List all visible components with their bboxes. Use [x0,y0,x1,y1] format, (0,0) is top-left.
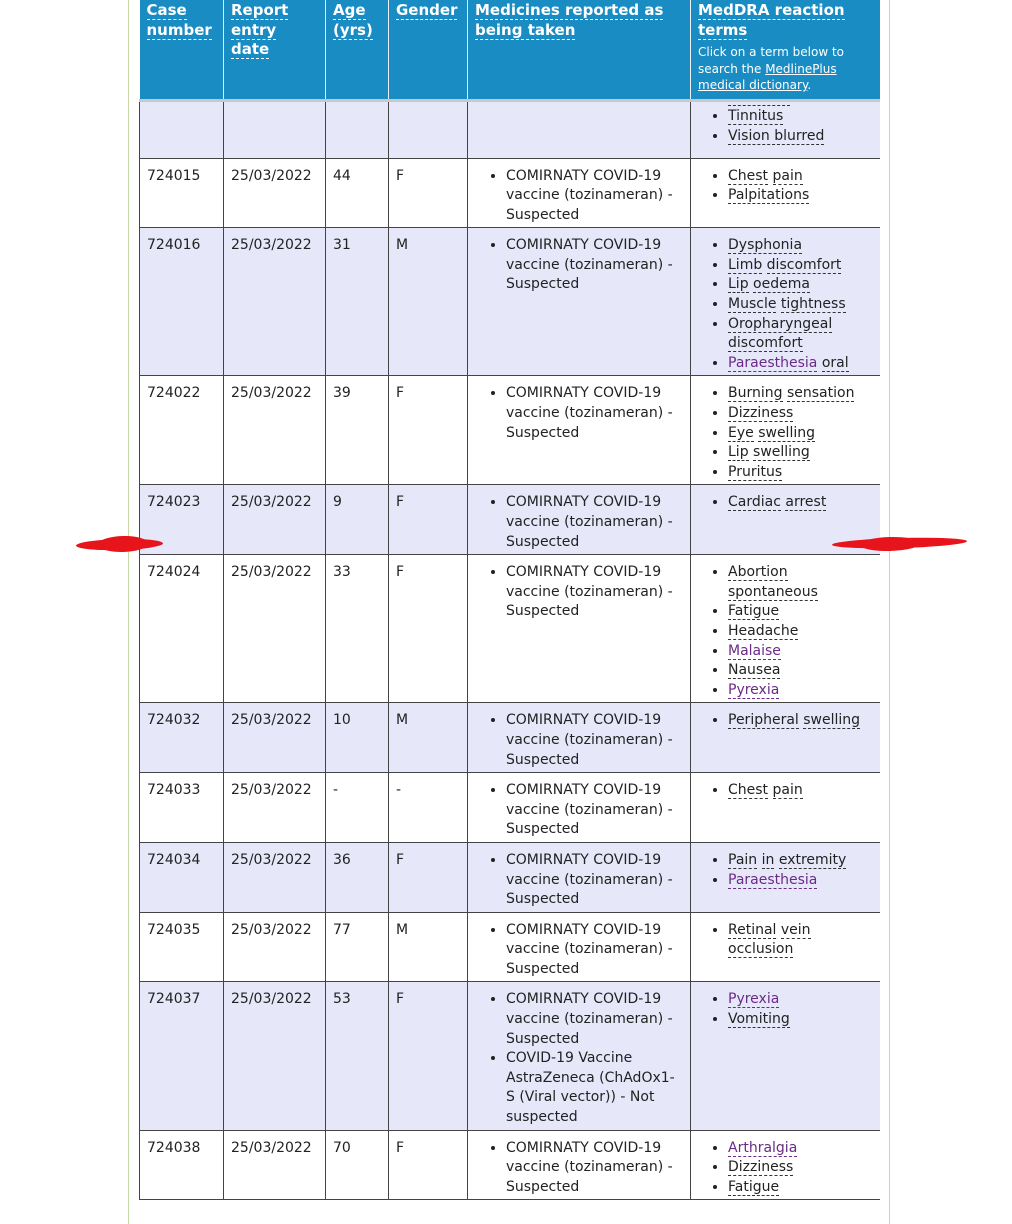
reaction-item [728,711,873,731]
case-number-cell: 724033 [140,773,224,843]
report-date-cell: 25/03/2022 [224,912,326,982]
table-header-row [140,0,881,100]
sort-medicines-link[interactable]: Medicines reported as being taken [475,1,664,39]
reaction-item [728,256,873,276]
reaction-term-link[interactable]: Fatigue [728,1178,780,1195]
reaction-term-link[interactable]: Headache [728,622,799,639]
medicines-cell [468,485,691,555]
medicine-item: • COMIRNATY COVID-19 vaccine (tozinameran) - Suspected [506,781,683,840]
medicines-list [475,781,683,840]
reaction-term-link[interactable]: swelling [758,424,815,441]
reaction-term-link[interactable]: Nausea [728,662,781,679]
gender-cell: F [389,376,468,485]
reaction-term-link[interactable]: sensation [786,385,855,402]
medicine-item: • COMIRNATY COVID-19 vaccine (tozinameran) - Suspected [506,493,683,552]
medicine-item: • COVID-19 Vaccine AstraZeneca (ChAdOx1-S (Viral vector)) - Not suspected [506,1049,683,1127]
reaction-item [728,424,873,444]
reaction-term-link[interactable]: Dysphonia [728,237,803,254]
reaction-term-link[interactable]: pain [772,167,803,184]
reaction-term-link[interactable]: Pruritus [728,463,783,480]
gender-cell: F [389,158,468,228]
reaction-item [728,1178,873,1198]
reaction-item [728,1139,873,1159]
case-number-cell [140,100,224,158]
reaction-list [698,493,873,513]
table-row [140,773,881,843]
reaction-term-link[interactable]: Paraesthesia [728,871,818,888]
reaction-item [728,463,873,483]
red-annotation-mark-right-blob [860,536,920,552]
reactions-cell [691,912,881,982]
reaction-term-link[interactable]: vein [780,921,811,938]
reaction-item [728,602,873,622]
medicine-item: • COMIRNATY COVID-19 vaccine (tozinameran) - Suspected [506,236,683,295]
medicines-cell [468,100,691,158]
sort-report-date-link[interactable]: Report entry date [231,1,289,58]
medicine-item: • COMIRNATY COVID-19 vaccine (tozinameran) - Suspected [506,711,683,770]
reaction-list [698,711,873,731]
gender-cell: F [389,842,468,912]
medicines-cell [468,376,691,485]
reaction-term-link[interactable]: Abortion [728,564,788,581]
reaction-term-link[interactable]: Arthralgia [728,1139,798,1156]
reaction-term-link[interactable]: swelling [753,444,810,461]
reaction-term-link[interactable]: swelling [803,712,861,729]
reaction-item [728,295,873,315]
sort-case-number-link[interactable]: Case number [146,1,212,39]
reaction-item [728,354,873,374]
reactions-cell [691,376,881,485]
medicines-cell [468,773,691,843]
medicines-cell [468,842,691,912]
reaction-term-link[interactable]: Pain [728,851,758,868]
table-row [140,982,881,1130]
medicines-list [475,384,683,443]
medicines-list [475,1139,683,1198]
reaction-item [728,871,873,891]
reaction-item [728,236,873,256]
age-cell: 10 [326,703,389,773]
medicines-list [475,851,683,910]
reaction-list [698,563,873,700]
table-row [140,555,881,703]
medlineplus-link[interactable]: MedlinePlus medical dictionary [698,61,837,92]
reaction-term-link[interactable]: arrest [785,494,827,511]
reaction-term-link[interactable]: Paraesthesia [728,354,818,371]
medicine-item: • COMIRNATY COVID-19 vaccine (tozinameran) - Suspected [506,167,683,226]
report-date-cell: 25/03/2022 [224,773,326,843]
age-cell: 9 [326,485,389,555]
reaction-term-link[interactable]: Vomiting [728,1011,790,1028]
age-cell: 39 [326,376,389,485]
reaction-term-link[interactable]: extremity [778,851,847,868]
reaction-term-link[interactable]: Palpitations [728,187,810,204]
reaction-term-link[interactable]: Limb [728,256,763,273]
adverse-reaction-table [139,0,880,1200]
table-row [140,1130,881,1200]
gender-cell: M [389,703,468,773]
medicines-cell [468,555,691,703]
reaction-item [728,127,873,147]
meddra-note-period: . [807,78,812,92]
case-number-cell: 724016 [140,228,224,376]
age-cell: 70 [326,1130,389,1200]
gender-cell: M [389,912,468,982]
medicines-cell [468,1130,691,1200]
medicine-item: • COMIRNATY COVID-19 vaccine (tozinameran) - Suspected [506,851,683,910]
case-number-cell: 724038 [140,1130,224,1200]
medicine-item: • COMIRNATY COVID-19 vaccine (tozinameran) - Suspected [506,921,683,980]
reactions-cell [691,703,881,773]
reaction-item [728,167,873,187]
report-date-cell: 25/03/2022 [224,982,326,1130]
reaction-term-link[interactable]: occlusion [728,941,794,958]
header-report-entry-date[interactable] [224,0,326,100]
table-row [140,100,881,158]
table-container [139,0,880,1224]
reaction-term-link[interactable]: Dizziness [728,1159,794,1176]
sort-meddra-link[interactable]: MedDRA reaction terms [698,1,845,39]
reaction-term-link[interactable]: Retinal [728,921,777,938]
medicine-item: • COMIRNATY COVID-19 vaccine (tozinameran) - Suspected [506,1139,683,1198]
reaction-term-link[interactable]: Fatigue [728,603,780,620]
report-date-cell: 25/03/2022 [224,703,326,773]
case-number-cell: 724037 [140,982,224,1130]
report-date-cell: 25/03/2022 [224,1130,326,1200]
reactions-cell [691,228,881,376]
reaction-list [698,781,873,801]
reaction-term-link[interactable]: oedema [753,276,810,293]
reaction-item [728,1010,873,1030]
medicine-item: • COMIRNATY COVID-19 vaccine (tozinameran) - Suspected [506,990,683,1049]
reaction-term-link[interactable]: Pyrexia [728,991,780,1008]
header-meddra-terms [691,0,881,100]
reaction-term-link[interactable]: Chest [728,782,769,799]
case-number-cell: 724024 [140,555,224,703]
reaction-item [728,681,873,701]
medicine-item: • COMIRNATY COVID-19 vaccine (tozinameran) - Suspected [506,563,683,622]
sort-gender-link[interactable]: Gender [396,1,458,19]
reaction-item [728,990,873,1010]
gender-cell: - [389,773,468,843]
report-date-cell: 25/03/2022 [224,376,326,485]
reaction-item [728,493,873,513]
medicines-cell [468,158,691,228]
age-cell: 33 [326,555,389,703]
medicines-list [475,563,683,622]
reaction-term-link[interactable] [728,100,790,106]
reactions-cell [691,982,881,1130]
reaction-term-link[interactable]: Burning [728,385,783,402]
age-cell: - [326,773,389,843]
case-number-cell: 724022 [140,376,224,485]
reaction-term-link[interactable]: Cardiac [728,494,781,511]
age-cell: 44 [326,158,389,228]
age-cell: 36 [326,842,389,912]
reaction-term-link[interactable]: Dizziness [728,405,794,422]
table-row [140,485,881,555]
reaction-item [728,563,873,602]
medicines-cell [468,982,691,1130]
reaction-list [698,167,873,206]
reaction-term-link[interactable]: discomfort [766,256,842,273]
medicines-list [475,921,683,980]
reaction-item [728,384,873,404]
medicines-list [475,493,683,552]
reaction-list [698,990,873,1029]
gender-cell: F [389,555,468,703]
reaction-item [728,275,873,295]
reaction-term-link[interactable]: Chest [728,167,769,184]
reaction-list [698,851,873,890]
reaction-item [728,186,873,206]
medicines-cell [468,703,691,773]
reaction-term-link[interactable]: tightness [780,296,846,313]
header-medicines[interactable] [468,0,691,100]
report-date-cell: 25/03/2022 [224,158,326,228]
medicines-list [475,167,683,226]
reaction-term-link[interactable]: Lip [728,444,749,461]
reaction-term-link[interactable]: Peripheral [728,712,799,729]
reaction-term-link[interactable]: Malaise [728,642,781,659]
gender-cell [389,100,468,158]
header-age[interactable] [326,0,389,100]
table-row [140,842,881,912]
reaction-term-link[interactable]: Tinnitus [728,108,784,125]
table-row [140,228,881,376]
medicines-list [475,990,683,1127]
reaction-term-link[interactable]: Oropharyngeal [728,315,833,332]
reaction-term-link[interactable]: Vision blurred [728,127,825,144]
report-date-cell: 25/03/2022 [224,485,326,555]
reaction-item [728,642,873,662]
reactions-cell [691,100,881,158]
case-number-cell: 724023 [140,485,224,555]
reaction-list [698,100,873,146]
header-case-number[interactable] [140,0,224,100]
table-row [140,376,881,485]
age-cell: 31 [326,228,389,376]
report-date-cell: 25/03/2022 [224,555,326,703]
gender-cell: F [389,485,468,555]
sort-age-link[interactable]: Age (yrs) [333,1,373,39]
reaction-item [728,851,873,871]
reaction-item [728,443,873,463]
reaction-list [698,236,873,373]
reactions-cell [691,842,881,912]
reaction-term-link[interactable]: Eye [728,424,754,441]
gender-cell: M [389,228,468,376]
report-date-cell: 25/03/2022 [224,228,326,376]
reaction-item [728,781,873,801]
report-date-cell [224,100,326,158]
case-number-cell: 724015 [140,158,224,228]
gender-cell: F [389,1130,468,1200]
reaction-term-link[interactable]: in [761,851,775,868]
reaction-term-link[interactable]: oral [821,354,849,371]
header-gender[interactable] [389,0,468,100]
reaction-list [698,384,873,482]
reaction-item [728,921,873,960]
medicines-cell [468,228,691,376]
reaction-item [728,315,873,354]
table-row [140,912,881,982]
medicines-list [475,236,683,295]
reaction-item [728,100,873,107]
reactions-cell [691,158,881,228]
reaction-item [728,107,873,127]
medicines-list [475,711,683,770]
reaction-term-link[interactable]: discomfort [728,335,803,352]
reaction-item [728,404,873,424]
case-number-cell: 724035 [140,912,224,982]
meddra-note [698,44,874,94]
medicines-cell [468,912,691,982]
table-row [140,703,881,773]
reaction-item [728,1158,873,1178]
age-cell: 77 [326,912,389,982]
meddra-note-text: Click on a term below to search the [698,45,845,76]
reaction-term-link[interactable]: Muscle [728,296,777,313]
report-date-cell: 25/03/2022 [224,842,326,912]
reactions-cell [691,773,881,843]
gender-cell: F [389,982,468,1130]
reactions-cell [691,1130,881,1200]
reaction-term-link[interactable]: pain [772,782,803,799]
age-cell: 53 [326,982,389,1130]
case-number-cell: 724032 [140,703,224,773]
case-number-cell: 724034 [140,842,224,912]
table-row [140,158,881,228]
reactions-cell [691,555,881,703]
reaction-item [728,622,873,642]
age-cell [326,100,389,158]
reaction-list [698,921,873,960]
medicine-item: • COMIRNATY COVID-19 vaccine (tozinameran) - Suspected [506,384,683,443]
reaction-item [728,661,873,681]
reaction-list [698,1139,873,1198]
reaction-term-link[interactable]: Lip [728,276,749,293]
reaction-term-link[interactable]: spontaneous [728,583,818,600]
reaction-term-link[interactable]: Pyrexia [728,681,780,698]
